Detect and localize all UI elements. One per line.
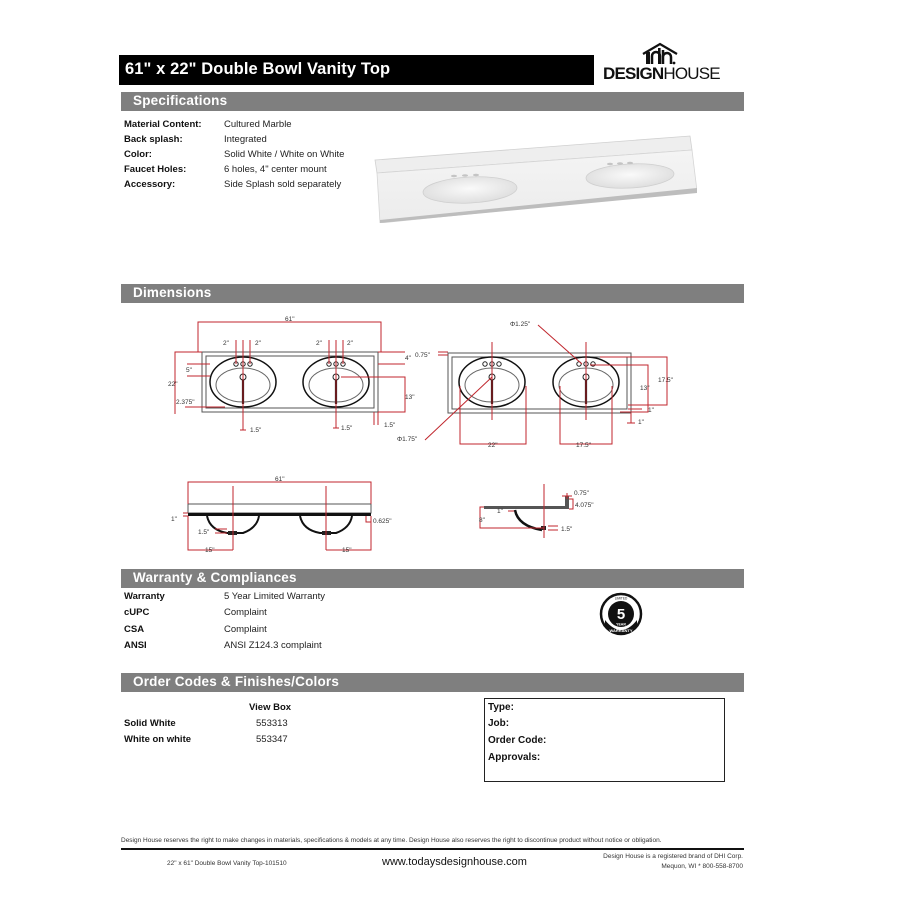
svg-text:13": 13" [640, 385, 650, 392]
svg-text:8": 8" [479, 517, 485, 524]
svg-text:13": 13" [405, 394, 415, 401]
svg-text:Φ1.25": Φ1.25" [510, 321, 531, 328]
design-house-logo [600, 42, 740, 84]
section-header-warranty: Warranty & Compliances [121, 569, 744, 588]
svg-text:2": 2" [347, 340, 353, 347]
order-code-row: White on white 553347 [124, 734, 288, 745]
svg-text:22": 22" [488, 442, 498, 449]
svg-text:1.5": 1.5" [561, 526, 573, 533]
title-bar [119, 55, 594, 85]
view-box-column-header: View Box [249, 702, 292, 713]
spec-row: Faucet Holes: 6 holes, 4" center mount [124, 164, 327, 175]
spec-row: Color: Solid White / White on White [124, 149, 345, 160]
approvals-field-label: Approvals: [488, 752, 541, 763]
warranty-row: CSA Complaint [124, 624, 267, 635]
svg-text:61": 61" [285, 316, 295, 323]
front-view-diagram [165, 470, 405, 560]
svg-text:YEAR: YEAR [616, 622, 626, 627]
svg-text:2": 2" [255, 340, 261, 347]
svg-text:4.075": 4.075" [575, 502, 594, 509]
company-info: Design House is a registered brand of DHI Corp. Mequon, WI * 800-558-8700 [603, 853, 743, 870]
dh-house-logo-icon [640, 42, 680, 66]
svg-text:WARRANTY: WARRANTY [609, 628, 633, 633]
section-header-order-codes: Order Codes & Finishes/Colors [121, 673, 744, 692]
svg-text:1.5": 1.5" [341, 425, 353, 432]
svg-text:61": 61" [275, 476, 285, 483]
svg-text:1": 1" [648, 407, 654, 414]
svg-text:22": 22" [168, 381, 178, 388]
svg-text:15": 15" [205, 547, 215, 554]
svg-text:0.625": 0.625" [373, 518, 392, 525]
disclaimer-text: Design House reserves the right to make changes in materials, specifications & models at any time. Design House also reserves the right to discontinue product without notice or obligation. [121, 837, 662, 844]
five-year-warranty-badge-icon [599, 592, 643, 636]
warranty-row: Warranty 5 Year Limited Warranty [124, 591, 326, 602]
footer-divider [121, 848, 744, 850]
svg-text:1.5": 1.5" [198, 529, 210, 536]
side-view-diagram [470, 480, 610, 540]
page-title: 61" x 22" Double Bowl Vanity Top [125, 60, 391, 78]
order-code-row: Solid White 553313 [124, 718, 288, 729]
svg-text:2": 2" [223, 340, 229, 347]
type-field-label: Type: [488, 702, 514, 713]
svg-text:1.5": 1.5" [384, 422, 396, 429]
svg-text:2": 2" [316, 340, 322, 347]
warranty-row: ANSI ANSI Z124.3 complaint [124, 640, 322, 651]
svg-text:0.75": 0.75" [574, 490, 589, 497]
spec-row: Accessory: Side Splash sold separately [124, 179, 342, 190]
spec-row: Material Content: Cultured Marble [124, 119, 292, 130]
job-field-label: Job: [488, 718, 510, 729]
website-link[interactable]: www.todaysdesignhouse.com [382, 856, 527, 868]
svg-text:1.5": 1.5" [250, 427, 262, 434]
svg-text:17.5": 17.5" [658, 377, 673, 384]
spec-table [124, 117, 364, 197]
document-id: 22" x 61" Double Bowl Vanity Top-101510 [167, 860, 287, 867]
svg-text:4": 4" [405, 355, 411, 362]
svg-text:LIMITED: LIMITED [614, 596, 628, 601]
svg-text:1": 1" [497, 508, 503, 515]
svg-text:2.375": 2.375" [176, 399, 195, 406]
svg-text:17.5": 17.5" [576, 442, 591, 449]
svg-text:1": 1" [638, 419, 644, 426]
spec-row: Back splash: Integrated [124, 134, 267, 145]
svg-text:0.75": 0.75" [415, 352, 430, 359]
svg-text:15": 15" [342, 547, 352, 554]
svg-text:1": 1" [171, 516, 177, 523]
warranty-table [124, 589, 384, 653]
svg-text:5: 5 [616, 606, 626, 623]
order-codes-table [124, 716, 384, 750]
top-view-detail-diagram [390, 310, 680, 455]
section-header-specifications: Specifications [121, 92, 744, 111]
warranty-row: cUPC Complaint [124, 607, 267, 618]
section-header-dimensions: Dimensions [121, 284, 744, 303]
top-view-diagram [165, 310, 425, 445]
approval-box [484, 698, 725, 782]
order-code-field-label: Order Code: [488, 735, 547, 746]
svg-text:Φ1.75": Φ1.75" [397, 436, 418, 443]
logo-wordmark: DESIGNHOUSE [603, 64, 720, 83]
vanity-top-product-image [372, 128, 697, 223]
svg-text:5": 5" [186, 367, 192, 374]
